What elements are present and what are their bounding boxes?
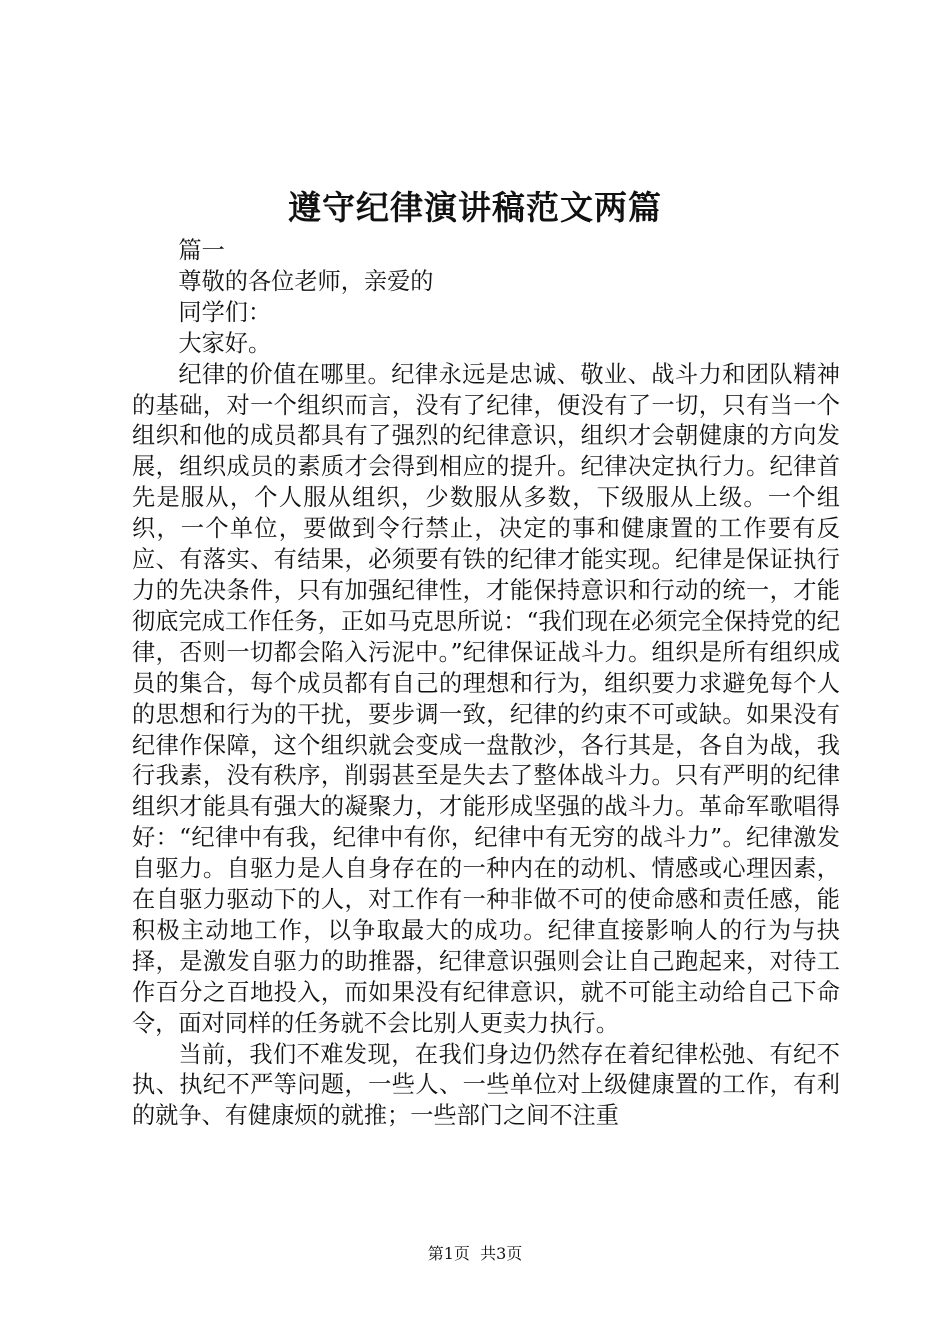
page-total: 共3页 [480,1244,523,1263]
document-body [132,236,840,1132]
page-number: 第1页 [427,1244,470,1263]
section-heading: 篇一 [178,237,225,264]
page-footer [0,1243,950,1265]
salutation-line: 同学们： [178,298,272,326]
document-title: 遵守纪律演讲稿范文两篇 [288,188,662,227]
greeting-line: 大家好。 [178,329,272,357]
body-paragraph: 当前，我们不难发现，在我们身边仍然存在着纪律松弛、有纪不执、执纪不严等问题，一些人、一些单位对上级健康置的工作，有利的就争、有健康烦的就推；一些部门之间不注重 [132,1040,840,1130]
salutation-line: 尊敬的各位老师，亲爱的 [178,267,434,295]
body-paragraph: 纪律的价值在哪里。纪律永远是忠诚、敬业、战斗力和团队精神的基础，对一个组织而言，没有了纪律，便没有了一切，只有当一个组织和他的成员都具有了强烈的纪律意识，组织才会朝健康的方向发展，组织成员的素质才会得到相应的提升。纪律决定执行力。纪律首先是服从，个人服从组织，少数服从多数，下级服从上级。一个组织，一个单位，要做到令行禁止，决定的事和健康置的工作要有反应、有落实、有结果，必须要有铁的纪律才能实现。纪律是保证执行力的先决条件，只有加强纪律性，才能保持意识和行动的统一，才能彻底完成工作任务，正如马克思所说：“我们现在必须完全保持党的纪律，否则一切都会陷入污泥中。”纪律保证战斗力。组织是所有组织成员的集合，每个成员都有自己的理想和行为，组织要力求避免每个人的思想和行为的干扰，要步调一致，纪律的约束不可或缺。如果没有纪律作保障，这个组织就会变成一盘散沙，各行其是，各自为战，我行我素，没有秩序，削弱甚至是失去了整体战斗力。只有严明的纪律组织才能具有强大的凝聚力，才能形成坚强的战斗力。革命军歌唱得好：“纪律中有我，纪律中有你，纪律中有无穷的战斗力”。纪律激发自驱力。自驱力是人自身存在的一种内在的动机、情感或心理因素，在自驱力驱动下的人，对工作有一种非做不可的使命感和责任感，能积极主动地工作，以争取最大的成功。纪律直接影响人的行为与抉择，是激发自驱力的助推器，纪律意识强则会让自己跑起来，对待工作百分之百地投入，而如果没有纪律意识，就不可能主动给自己下命令，面对同样的任务就不会比别人更卖力执行。 [132,360,840,1037]
